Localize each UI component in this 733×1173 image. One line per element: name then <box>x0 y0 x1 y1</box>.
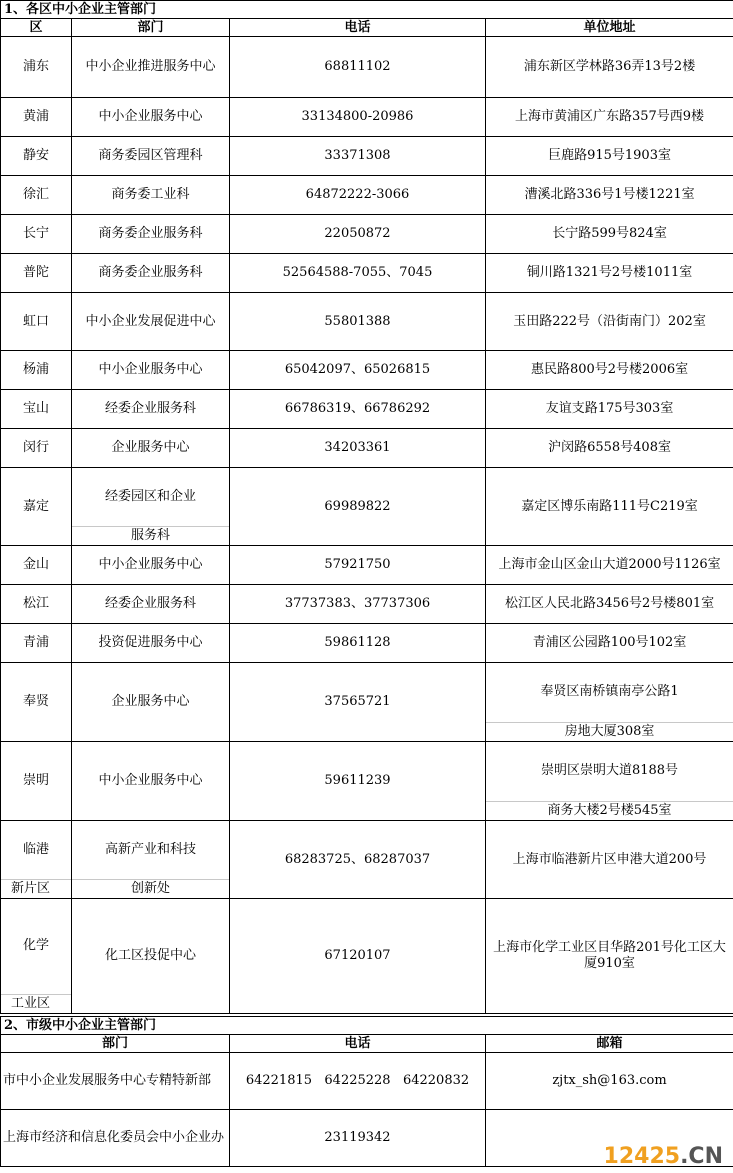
district-cell: 松江 <box>1 585 72 624</box>
address-cell <box>486 663 733 742</box>
table-row <box>1 254 733 293</box>
section2-title: 2、市级中小企业主管部门 <box>1 1017 733 1035</box>
table-row <box>1 37 733 98</box>
phone-cell: 33134800-20986 <box>230 98 486 137</box>
dept-cell: 企业服务中心 <box>72 663 230 742</box>
phone-cell: 68283725、68287037 <box>230 821 486 899</box>
dept-cell: 中小企业服务中心 <box>72 98 230 137</box>
address-cell: 嘉定区博乐南路111号C219室 <box>486 468 733 546</box>
table-row <box>1 98 733 137</box>
phone-cell: 69989822 <box>230 468 486 546</box>
dept-cell: 中小企业服务中心 <box>72 546 230 585</box>
dept-cell: 商务委企业服务科 <box>72 215 230 254</box>
district-cell: 青浦 <box>1 624 72 663</box>
phone-cell: 59611239 <box>230 742 486 821</box>
district-cell: 黄浦 <box>1 98 72 137</box>
address-cell: 惠民路800号2号楼2006室 <box>486 351 733 390</box>
phone-cell: 37565721 <box>230 663 486 742</box>
phone-cell: 52564588-7055、7045 <box>230 254 486 293</box>
dept-cell: 投资促进服务中心 <box>72 624 230 663</box>
phone-cell: 22050872 <box>230 215 486 254</box>
table-row <box>1 1053 733 1110</box>
district-line-1: 化学 <box>22 938 49 953</box>
dept-cell: 市中小企业发展服务中心专精特新部 <box>1 1053 230 1110</box>
address-cell: 巨鹿路915号1903室 <box>486 137 733 176</box>
table-row <box>1 663 733 742</box>
table-row <box>1 899 733 1014</box>
address-cell: 上海市化学工业区目华路201号化工区大厦910室 <box>486 899 733 1014</box>
dept-cell <box>72 821 230 899</box>
district-cell: 崇明 <box>1 742 72 821</box>
dept-cell: 商务委工业科 <box>72 176 230 215</box>
header-row <box>1 1035 733 1053</box>
table-row <box>1 429 733 468</box>
table-row <box>1 351 733 390</box>
address-cell <box>486 742 733 821</box>
dept-cell: 商务委园区管理科 <box>72 137 230 176</box>
dept-cell: 商务委企业服务科 <box>72 254 230 293</box>
dept-line-2: 创新处 <box>72 879 229 898</box>
phone-cell: 65042097、65026815 <box>230 351 486 390</box>
address-cell: 玉田路222号（沿街南门）202室 <box>486 293 733 351</box>
header-dept: 部门 <box>72 19 230 37</box>
table-row <box>1 468 733 546</box>
district-cell: 浦东 <box>1 37 72 98</box>
dept-line-2: 服务科 <box>72 526 229 545</box>
phone-cell: 64221815 64225228 64220832 <box>230 1053 486 1110</box>
email-cell: zjtx_sh@163.com <box>486 1053 733 1110</box>
district-cell: 徐汇 <box>1 176 72 215</box>
district-cell: 闵行 <box>1 429 72 468</box>
table-row <box>1 585 733 624</box>
address-cell: 松江区人民北路3456号2号楼801室 <box>486 585 733 624</box>
address-cell: 铜川路1321号2号楼1011室 <box>486 254 733 293</box>
address-line-2: 房地大厦308室 <box>486 722 733 741</box>
table-row <box>1 293 733 351</box>
phone-cell: 55801388 <box>230 293 486 351</box>
address-line-2: 商务大楼2号楼545室 <box>486 801 733 820</box>
phone-cell: 66786319、66786292 <box>230 390 486 429</box>
table-row <box>1 546 733 585</box>
dept-cell: 化工区投促中心 <box>72 899 230 1014</box>
header-phone: 电话 <box>230 1035 486 1053</box>
dept-cell: 中小企业推进服务中心 <box>72 37 230 98</box>
dept-line-1: 高新产业和科技 <box>104 841 196 857</box>
table-row <box>1 137 733 176</box>
district-line-2: 新片区 <box>1 879 71 898</box>
address-cell: 上海市金山区金山大道2000号1126室 <box>486 546 733 585</box>
address-cell: 长宁路599号824室 <box>486 215 733 254</box>
address-cell: 上海市黄浦区广东路357号西9楼 <box>486 98 733 137</box>
table-row <box>1 176 733 215</box>
dept-cell: 经委企业服务科 <box>72 390 230 429</box>
section1-title: 1、各区中小企业主管部门 <box>1 1 733 19</box>
phone-cell: 59861128 <box>230 624 486 663</box>
address-cell: 浦东新区学林路36弄13号2楼 <box>486 37 733 98</box>
header-dept: 部门 <box>1 1035 230 1053</box>
address-cell: 青浦区公园路100号102室 <box>486 624 733 663</box>
watermark-number: 12425 <box>603 1144 681 1169</box>
table-row <box>1 742 733 821</box>
header-district: 区 <box>1 19 72 37</box>
district-cell: 金山 <box>1 546 72 585</box>
address-line-1: 崇明区崇明大道8188号 <box>540 763 679 778</box>
table-row <box>1 215 733 254</box>
district-cell: 宝山 <box>1 390 72 429</box>
phone-cell: 23119342 <box>230 1110 486 1167</box>
phone-cell: 34203361 <box>230 429 486 468</box>
district-cell: 奉贤 <box>1 663 72 742</box>
district-line-2: 工业区 <box>1 994 71 1013</box>
district-cell: 杨浦 <box>1 351 72 390</box>
dept-cell: 中小企业发展促进中心 <box>72 293 230 351</box>
district-cell <box>1 821 72 899</box>
phone-cell: 68811102 <box>230 37 486 98</box>
address-cell: 上海市临港新片区申港大道200号 <box>486 821 733 899</box>
phone-cell: 37737383、37737306 <box>230 585 486 624</box>
header-address: 单位地址 <box>486 19 733 37</box>
district-cell: 长宁 <box>1 215 72 254</box>
dept-cell: 中小企业服务中心 <box>72 742 230 821</box>
table-row <box>1 624 733 663</box>
table-row <box>1 390 733 429</box>
section-title-row <box>1 1017 733 1035</box>
phone-cell: 67120107 <box>230 899 486 1014</box>
table-row <box>1 821 733 899</box>
dept-line-1: 经委园区和企业 <box>104 488 196 504</box>
dept-cell: 中小企业服务中心 <box>72 351 230 390</box>
district-cell: 嘉定 <box>1 468 72 546</box>
address-cell: 友谊支路175号303室 <box>486 390 733 429</box>
header-row <box>1 19 733 37</box>
dept-cell: 企业服务中心 <box>72 429 230 468</box>
phone-cell: 57921750 <box>230 546 486 585</box>
address-line-1: 奉贤区南桥镇南亭公路1 <box>540 684 679 699</box>
district-line-1: 临港 <box>22 841 49 857</box>
dept-cell: 上海市经济和信息化委员会中小企业办 <box>1 1110 230 1167</box>
header-email: 邮箱 <box>486 1035 733 1053</box>
address-cell: 漕溪北路336号1号楼1221室 <box>486 176 733 215</box>
site-watermark <box>604 1144 723 1169</box>
dept-cell <box>72 468 230 546</box>
header-phone: 电话 <box>230 19 486 37</box>
district-cell: 普陀 <box>1 254 72 293</box>
phone-cell: 64872222-3066 <box>230 176 486 215</box>
section-title-row <box>1 1 733 19</box>
district-cell <box>1 899 72 1014</box>
watermark-domain: .CN <box>680 1144 723 1169</box>
address-cell: 沪闵路6558号408室 <box>486 429 733 468</box>
district-cell: 虹口 <box>1 293 72 351</box>
district-cell: 静安 <box>1 137 72 176</box>
dept-cell: 经委企业服务科 <box>72 585 230 624</box>
phone-cell: 33371308 <box>230 137 486 176</box>
